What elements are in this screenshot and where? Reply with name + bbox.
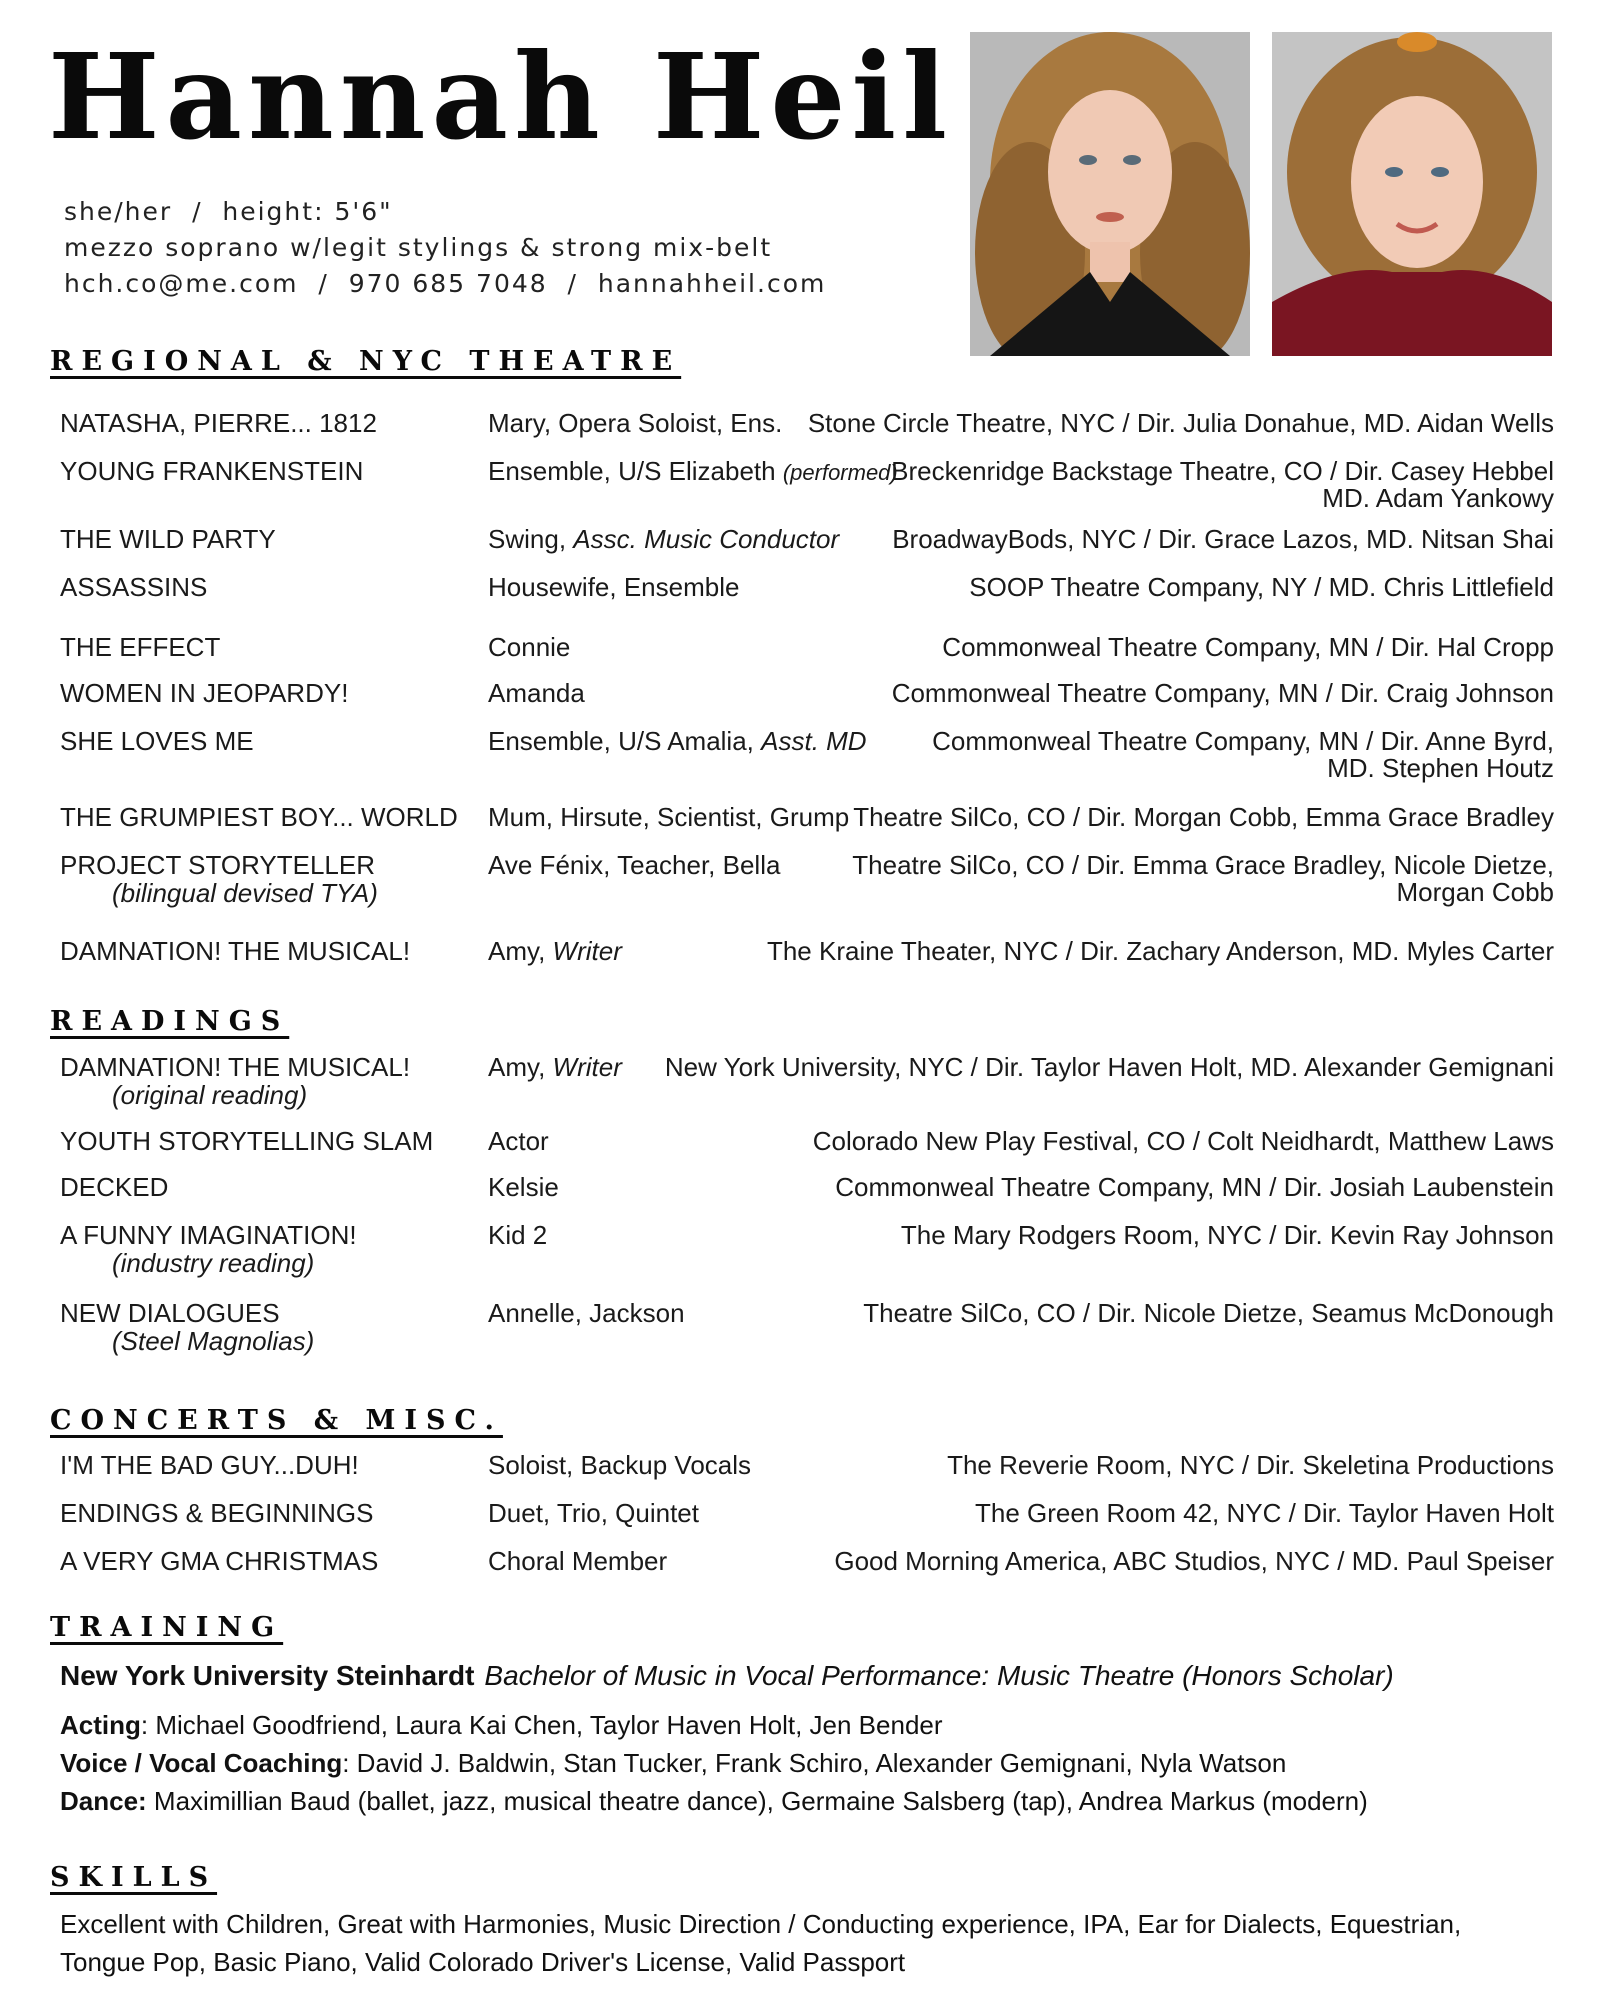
show-title: DECKED [60,1172,169,1202]
venue-line: Theatre SilCo, CO / Dir. Nicole Dietze, Seamus McDonough [863,1298,1554,1328]
voice-type: mezzo soprano w/legit stylings & strong mix-belt [64,233,773,262]
show-title: THE GRUMPIEST BOY... WORLD [60,802,458,832]
role-note: (performed) [782,460,898,485]
section-heading-readings: READINGS [50,1006,290,1037]
role-text: Annelle, Jackson [488,1298,685,1328]
show-title: ASSASSINS [60,572,208,602]
role-text: Amanda [488,678,585,708]
venue-director [892,680,1554,707]
venue-director [863,1300,1554,1327]
role [488,1174,559,1201]
venue-director [892,526,1554,553]
role [488,1500,699,1527]
venue-line-2: MD. Adam Yankowy [1322,483,1554,513]
pronouns-height: she/her / height: 5'6" [64,197,393,226]
venue-line: New York University, NYC / Dir. Taylor Haven Holt, MD. Alexander Gemignani [664,1052,1554,1082]
role [488,804,849,831]
venue-line-2: Morgan Cobb [1396,877,1554,907]
section-heading-regional: REGIONAL & NYC THEATRE [50,346,682,377]
venue-line: SOOP Theatre Company, NY / MD. Chris Littlefield [969,572,1554,602]
venue-line: The Green Room 42, NYC / Dir. Taylor Haven Holt [975,1498,1554,1528]
voice-teachers: : David J. Baldwin, Stan Tucker, Frank Schiro, Alexander Gemignani, Nyla Watson [342,1748,1287,1778]
venue-director [932,728,1554,782]
venue-director [665,1054,1554,1081]
skills-list [60,1905,1461,1981]
venue-line: The Mary Rodgers Room, NYC / Dir. Kevin Ray Johnson [900,1220,1554,1250]
show-title: PROJECT STORYTELLER [60,850,375,880]
role-italic: Writer [552,936,622,966]
contact-line[interactable]: hch.co@me.com / 970 685 7048 / hannahheil.com [64,269,827,298]
role-text: Choral Member [488,1546,668,1576]
role-text: Amy, [488,1052,546,1082]
venue-line: The Kraine Theater, NYC / Dir. Zachary Anderson, MD. Myles Carter [766,936,1554,966]
school-name: New York University Steinhardt [60,1660,475,1691]
show-title: WOMEN IN JEOPARDY! [60,678,349,708]
headshot-photo-icon [970,32,1250,356]
role [488,634,570,661]
headshot-photo-icon [1272,32,1552,356]
skills-line-1: Excellent with Children, Great with Harmonies, Music Direction / Conducting experience, IPA, Ear for Dialects, Equestrian, [60,1909,1462,1939]
role [488,728,867,755]
role [488,852,780,879]
venue-director [835,1174,1554,1201]
role-text: Swing, [488,524,567,554]
role [488,680,585,707]
role-text: Ave Fénix, Teacher, Bella [488,850,781,880]
role-text: Mum, Hirsute, Scientist, Grump [488,802,850,832]
role [488,1054,622,1081]
venue-line: BroadwayBods, NYC / Dir. Grace Lazos, MD. Nitsan Shai [892,524,1554,554]
contact-info [64,194,826,302]
role [488,458,898,486]
role [488,938,622,965]
role-text: Kid 2 [488,1220,548,1250]
role [488,1452,751,1479]
role-italic: Asst. MD [761,726,867,756]
venue-line: Commonweal Theatre Company, MN / Dir. Anne Byrd, [932,726,1554,756]
role-text: Amy, [488,936,546,966]
section-heading-concerts: CONCERTS & MISC. [50,1405,503,1436]
venue-line: Commonweal Theatre Company, MN / Dir. Hal Cropp [942,632,1554,662]
venue-line: Theatre SilCo, CO / Dir. Morgan Cobb, Emma Grace Bradley [853,802,1554,832]
show-subtitle: (industry reading) [112,1248,315,1278]
show-title: DAMNATION! THE MUSICAL! [60,1052,411,1082]
venue-director [853,804,1554,831]
venue-director [767,938,1554,965]
role-italic: Writer [552,1052,622,1082]
show-title: THE EFFECT [60,632,221,662]
training-school [60,1660,1394,1692]
show-subtitle: (original reading) [112,1080,308,1110]
show-title: DAMNATION! THE MUSICAL! [60,936,411,966]
degree: Bachelor of Music in Vocal Performance: Music Theatre (Honors Scholar) [484,1660,1394,1691]
role [488,410,782,437]
page-title: Hannah Heil [48,27,954,166]
venue-director [813,1128,1554,1155]
section-heading-training: TRAINING [50,1612,284,1643]
role-text: Mary, Opera Soloist, Ens. [488,408,783,438]
show-title: I'M THE BAD GUY...DUH! [60,1450,359,1480]
dance-label: Dance: [60,1786,147,1816]
headshot-photo-2 [1272,32,1552,356]
show-subtitle: (bilingual devised TYA) [112,878,378,908]
acting-label: Acting [60,1710,141,1740]
role-text: Ensemble, U/S Elizabeth [488,456,776,486]
role [488,574,739,601]
show-title: YOUNG FRANKENSTEIN [60,456,364,486]
role-text: Duet, Trio, Quintet [488,1498,699,1528]
venue-director [901,1222,1554,1249]
venue-line: Good Morning America, ABC Studios, NYC / MD. Paul Speiser [834,1546,1554,1576]
show-title: NEW DIALOGUES [60,1298,280,1328]
venue-line: The Reverie Room, NYC / Dir. Skeletina Productions [947,1450,1554,1480]
section-heading-skills: SKILLS [50,1862,218,1893]
role [488,1548,667,1575]
show-title: A VERY GMA CHRISTMAS [60,1546,379,1576]
role-text: Actor [488,1126,549,1156]
training-acting [60,1710,943,1741]
venue-director [969,574,1554,601]
headshot-photo-1 [970,32,1250,356]
venue-line: Commonweal Theatre Company, MN / Dir. Josiah Laubenstein [835,1172,1554,1202]
venue-line: Colorado New Play Festival, CO / Colt Neidhardt, Matthew Laws [812,1126,1554,1156]
show-title: NATASHA, PIERRE... 1812 [60,408,377,438]
venue-director [808,410,1554,437]
voice-label: Voice / Vocal Coaching [60,1748,343,1778]
role-text: Ensemble, U/S Amalia, [488,726,754,756]
venue-director [947,1452,1554,1479]
role-text: Soloist, Backup Vocals [488,1450,752,1480]
role [488,1222,547,1249]
venue-line-2: MD. Stephen Houtz [1327,753,1554,783]
venue-line: Commonweal Theatre Company, MN / Dir. Craig Johnson [891,678,1554,708]
venue-line: Breckenridge Backstage Theatre, CO / Dir. Casey Hebbel [891,456,1554,486]
role-text: Housewife, Ensemble [488,572,740,602]
show-title: THE WILD PARTY [60,524,276,554]
show-title: YOUTH STORYTELLING SLAM [60,1126,434,1156]
venue-director [852,852,1554,906]
venue-line: Theatre SilCo, CO / Dir. Emma Grace Bradley, Nicole Dietze, [852,850,1554,880]
role-text: Connie [488,632,571,662]
role [488,1300,685,1327]
role-text: Kelsie [488,1172,559,1202]
training-dance [60,1786,1368,1817]
venue-line: Stone Circle Theatre, NYC / Dir. Julia Donahue, MD. Aidan Wells [807,408,1554,438]
show-title: ENDINGS & BEGINNINGS [60,1498,374,1528]
role [488,526,839,553]
skills-line-2: Tongue Pop, Basic Piano, Valid Colorado Driver's License, Valid Passport [60,1947,906,1977]
show-subtitle: (Steel Magnolias) [112,1326,315,1356]
training-voice [60,1748,1286,1779]
acting-teachers: : Michael Goodfriend, Laura Kai Chen, Taylor Haven Holt, Jen Bender [140,1710,943,1740]
role-italic: Assc. Music Conductor [573,524,840,554]
venue-director [891,458,1554,512]
show-title: A FUNNY IMAGINATION! [60,1220,357,1250]
venue-director [942,634,1554,661]
show-title: SHE LOVES ME [60,726,254,756]
venue-director [834,1548,1554,1575]
role [488,1128,549,1155]
dance-teachers: Maximillian Baud (ballet, jazz, musical theatre dance), Germaine Salsberg (tap), Andrea Markus (modern) [146,1786,1368,1816]
venue-director [975,1500,1554,1527]
